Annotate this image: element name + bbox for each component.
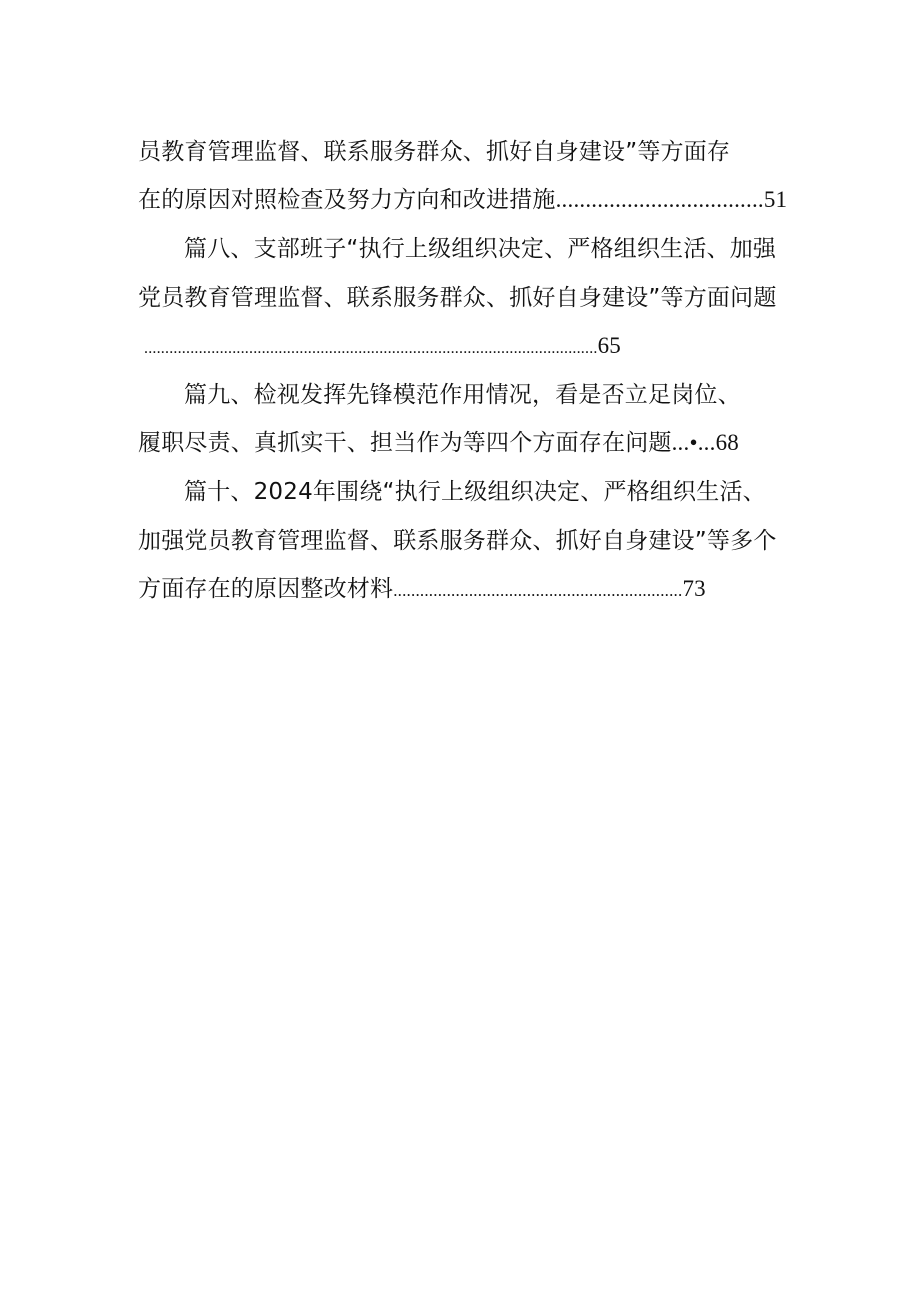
- toc-page-number: 65: [597, 333, 622, 358]
- toc-entry-9-line-1[interactable]: 篇九、检视发挥先锋模范作用情况，看是否立足岗位、: [184, 382, 741, 408]
- toc-entry-10-line-3: [138, 574, 706, 604]
- toc-leader-dots: ...•...: [671, 430, 716, 455]
- toc-entry-7-line-2[interactable]: [138, 185, 787, 215]
- toc-entry-10-line-1[interactable]: 篇十、2024年围绕“执行上级组织决定、严格组织生活、: [184, 479, 766, 505]
- toc-entry-8-line-3: [144, 331, 621, 361]
- toc-entry-8-line-1[interactable]: 篇八、支部班子“执行上级组织决定、严格组织生活、加强: [184, 236, 777, 262]
- toc-entry-10-text: 方面存在的原因整改材料: [138, 576, 394, 602]
- toc-entry-7-line-1: 员教育管理监督、联系服务群众、抓好自身建设”等方面存: [138, 139, 731, 165]
- toc-page-number: 73: [682, 576, 706, 601]
- toc-page-number: 51: [763, 187, 788, 212]
- toc-leader-dots: .................................................................: [393, 581, 683, 600]
- toc-entry-9-text: 履职尽责、真抓实干、担当作为等四个方面存在问题: [138, 430, 672, 456]
- toc-entry-10-line-2: 加强党员教育管理监督、联系服务群众、抓好自身建设”等多个: [138, 528, 777, 554]
- toc-page-number: 68: [715, 430, 739, 455]
- toc-entry-9-line-2: [138, 428, 739, 458]
- toc-entry-7-text: 在的原因对照检查及努力方向和改进措施: [138, 187, 556, 213]
- toc-entry-8-line-2: 党员教育管理监督、联系服务群众、抓好自身建设”等方面问题: [138, 285, 777, 311]
- toc-leader-dots: ...................................: [555, 187, 764, 212]
- toc-leader-dots: ............................................................................................................: [144, 340, 598, 357]
